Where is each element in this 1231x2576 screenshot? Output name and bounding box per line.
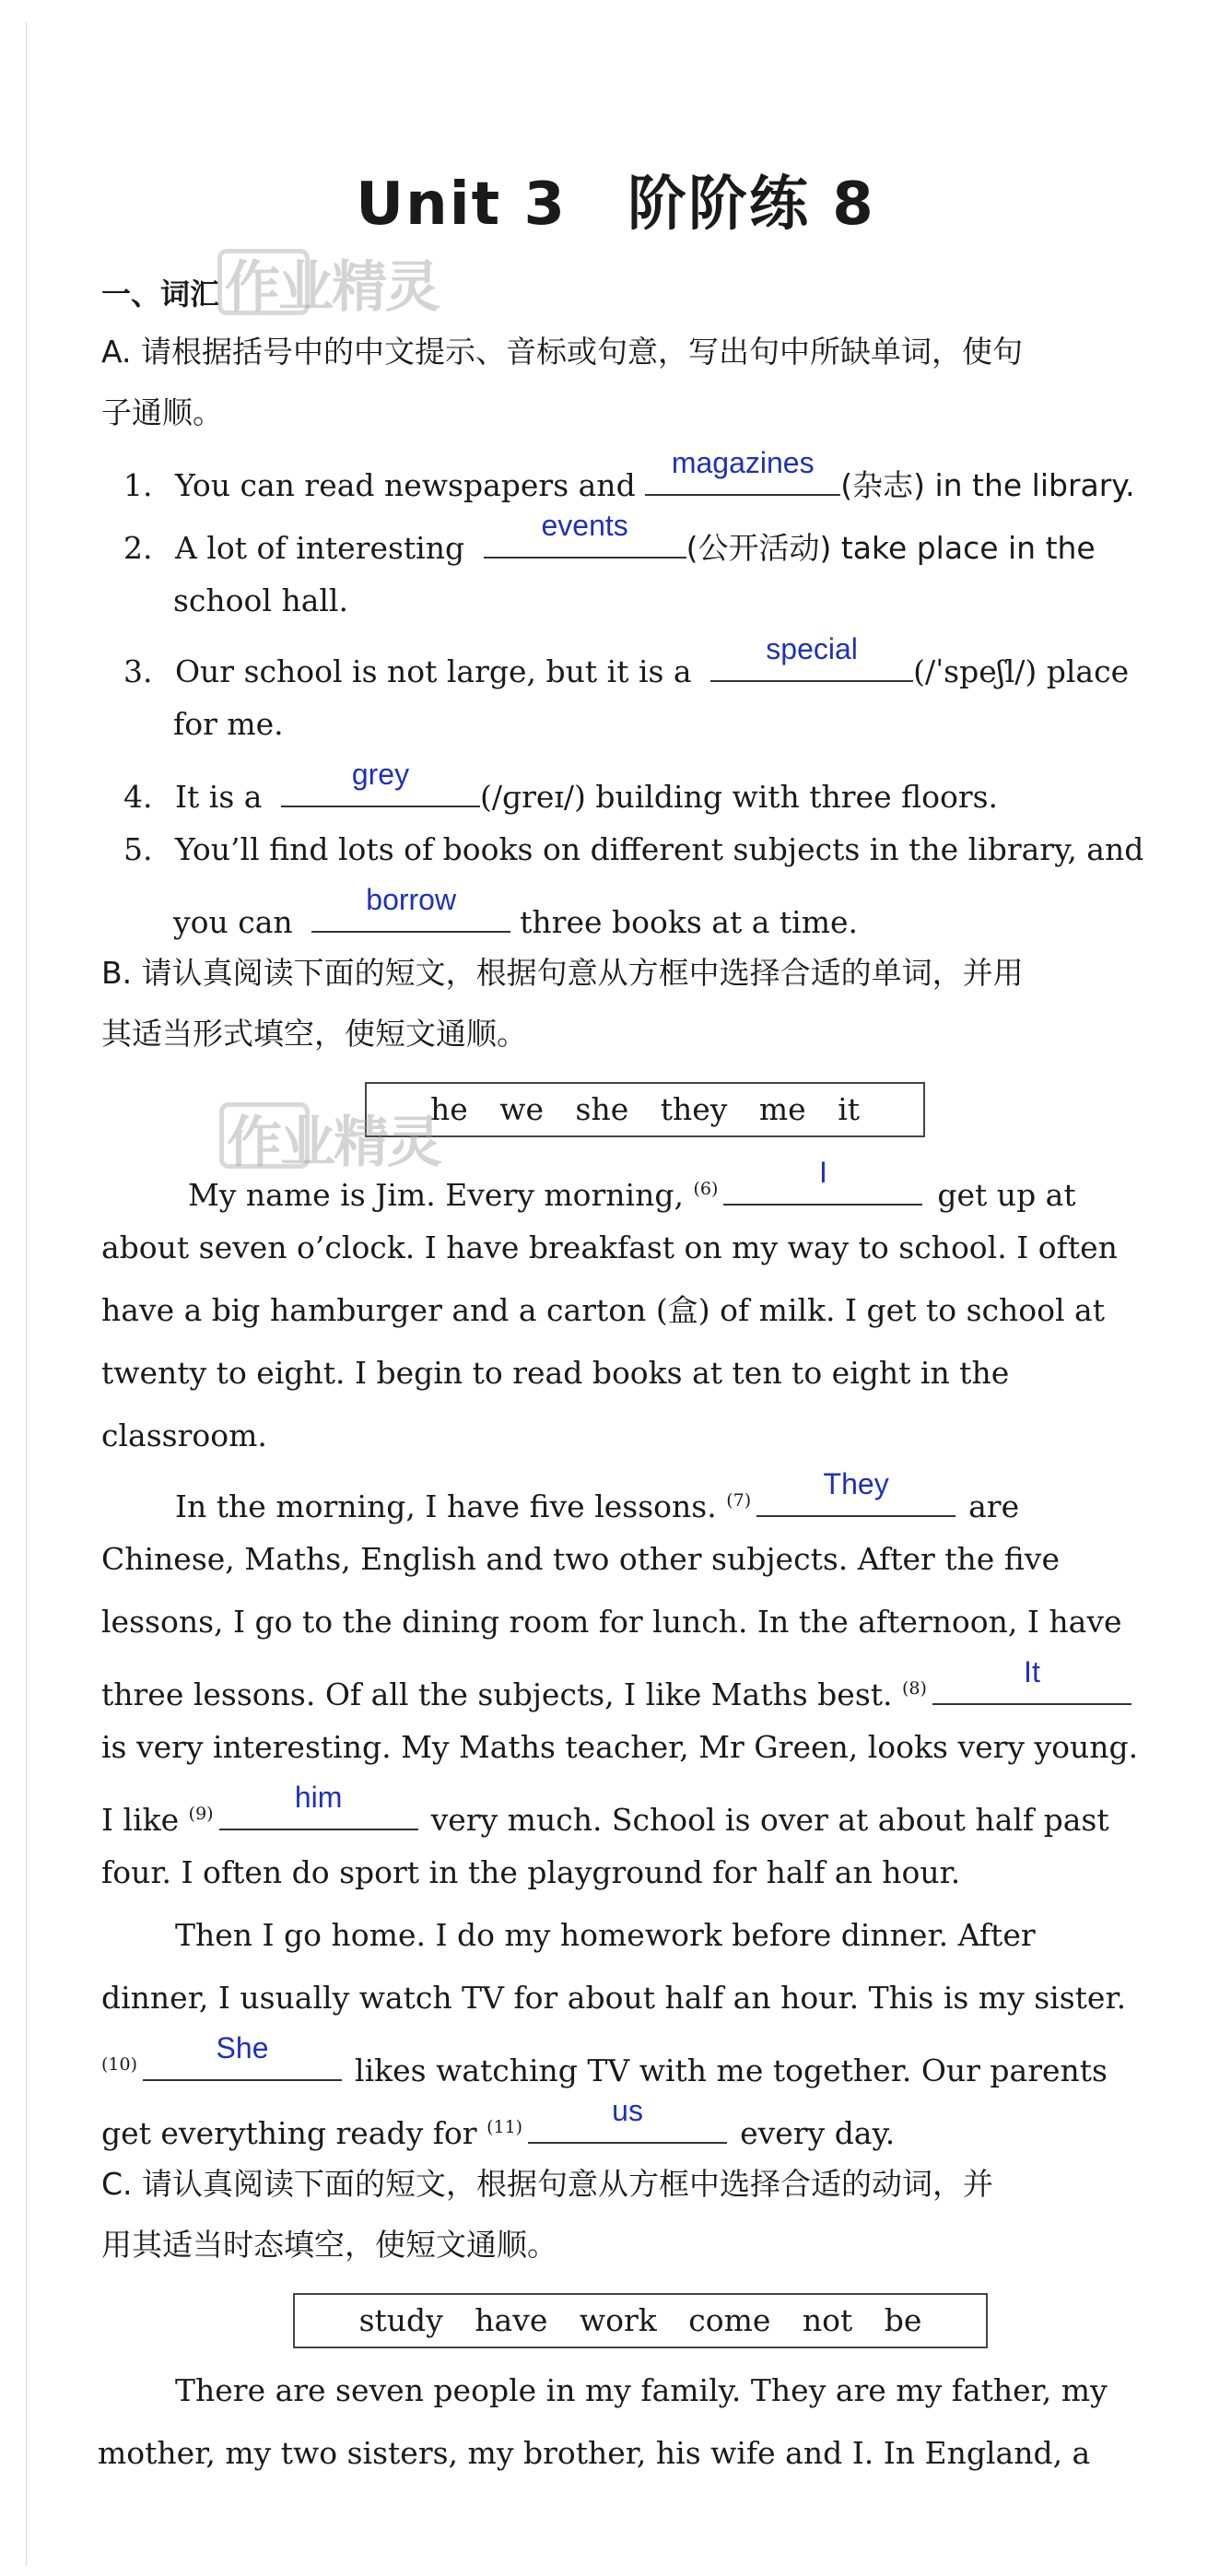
passage-b-p2-l2: Chinese, Maths, English and two other subjects. After the five — [101, 1541, 1060, 1577]
passage-b-p2-l4: three lessons. Of all the subjects, I like Maths best. $^{(8)}$ It — [101, 1666, 1131, 1713]
passage-b-p1-l4: twenty to eight. I begin to read books at ten to eight in the — [101, 1355, 1010, 1391]
item-3-continued: for me. — [173, 706, 284, 742]
passage-b-p3-l3: $^{(10)}$ She likes watching TV with me together. Our parents — [101, 2031, 1108, 2088]
answer-blank-6[interactable]: I — [723, 1167, 922, 1206]
answer-blank-4[interactable]: grey — [281, 769, 480, 807]
passage-b-p2-l6: I like $^{(9)}$ him very much. School is over at about half past — [101, 1781, 1109, 1838]
item-5: 5. You’ll find lots of books on different subjects in the library, and — [123, 831, 1144, 867]
passage-b-p2-l7: four. I often do sport in the playground for half an hour. — [101, 1854, 961, 1890]
watermark-text-2: 作业精灵 — [227, 1111, 440, 1175]
answer-blank-10[interactable]: She — [143, 2042, 342, 2081]
part-b-instruction-line2: 其适当形式填空，使短文通顺。 — [101, 1016, 527, 1052]
passage-b-p1-l3: have a big hamburger and a carton (盒) of milk. I get to school at — [101, 1292, 1105, 1328]
answer-blank-2[interactable]: events — [484, 520, 686, 559]
passage-b-p1-l1: My name is Jim. Every morning, $^{(6)}$ I get up at — [188, 1156, 1076, 1213]
passage-c-l1: There are seven people in my family. They are my father, my — [175, 2372, 1108, 2408]
answer-blank-7[interactable]: They — [756, 1478, 955, 1517]
word-box-verbs: study have work come not be — [293, 2293, 988, 2348]
answer-blank-8[interactable]: It — [932, 1666, 1131, 1705]
answer-blank-11[interactable]: us — [528, 2105, 727, 2144]
passage-b-p2-l5: is very interesting. My Maths teacher, Mr Green, looks very young. — [101, 1729, 1139, 1765]
passage-b-p2-l1: In the morning, I have five lessons. $^{(7)}$ They are — [175, 1467, 1020, 1524]
part-b-instruction-line1: B. 请认真阅读下面的短文，根据句意从方框中选择合适的单词，并用 — [101, 955, 1024, 991]
item-5-continued: you can borrow three books at a time. — [173, 883, 859, 940]
item-3: 3. Our school is not large, but it is a special (/ˈspeʃl/) place — [123, 632, 1130, 689]
answer-blank-9[interactable]: him — [219, 1792, 418, 1830]
answer-blank-1[interactable]: magazines — [645, 457, 840, 496]
answer-blank-5[interactable]: borrow — [311, 894, 510, 933]
passage-b-p2-l3: lessons, I go to the dining room for lunch. In the afternoon, I have — [101, 1604, 1122, 1640]
section-heading-vocabulary: 一、词汇 — [101, 276, 220, 312]
passage-c-l2: mother, my two sisters, my brother, his wife and I. In England, a — [98, 2435, 1091, 2471]
passage-b-p3-l4: get everything ready for $^{(11)}$ us every day. — [101, 2094, 896, 2151]
part-c-instruction-line1: C. 请认真阅读下面的短文，根据句意从方框中选择合适的动词，并 — [101, 2166, 994, 2202]
word-box-pronouns: he we she they me it — [365, 1082, 925, 1137]
item-4: 4. It is a grey (/ɡreɪ/) building with three floors. — [123, 758, 999, 815]
watermark-text: 作业精灵 — [225, 255, 439, 320]
part-c-instruction-line2: 用其适当时态填空，使短文通顺。 — [101, 2227, 557, 2263]
part-a-instruction-line2: 子通顺。 — [101, 394, 223, 430]
part-a-instruction-line1: A. 请根据括号中的中文提示、音标或句意，写出句中所缺单词，使句 — [101, 334, 1023, 370]
item-2-continued: school hall. — [173, 582, 348, 618]
item-1: 1. You can read newspapers and magazines (杂志) in the library. — [123, 446, 1135, 503]
passage-b-p1-l2: about seven o’clock. I have breakfast on my way to school. I often — [101, 1229, 1118, 1265]
item-2: 2. A lot of interesting events (公开活动) take place in the — [123, 509, 1096, 566]
passage-b-p3-l1: Then I go home. I do my homework before dinner. After — [175, 1917, 1036, 1953]
page-title: Unit 3 阶阶练 8 — [356, 171, 875, 239]
passage-b-p1-l5: classroom. — [101, 1417, 267, 1453]
answer-blank-3[interactable]: special — [710, 643, 913, 682]
passage-b-p3-l2: dinner, I usually watch TV for about half an hour. This is my sister. — [101, 1980, 1127, 2016]
